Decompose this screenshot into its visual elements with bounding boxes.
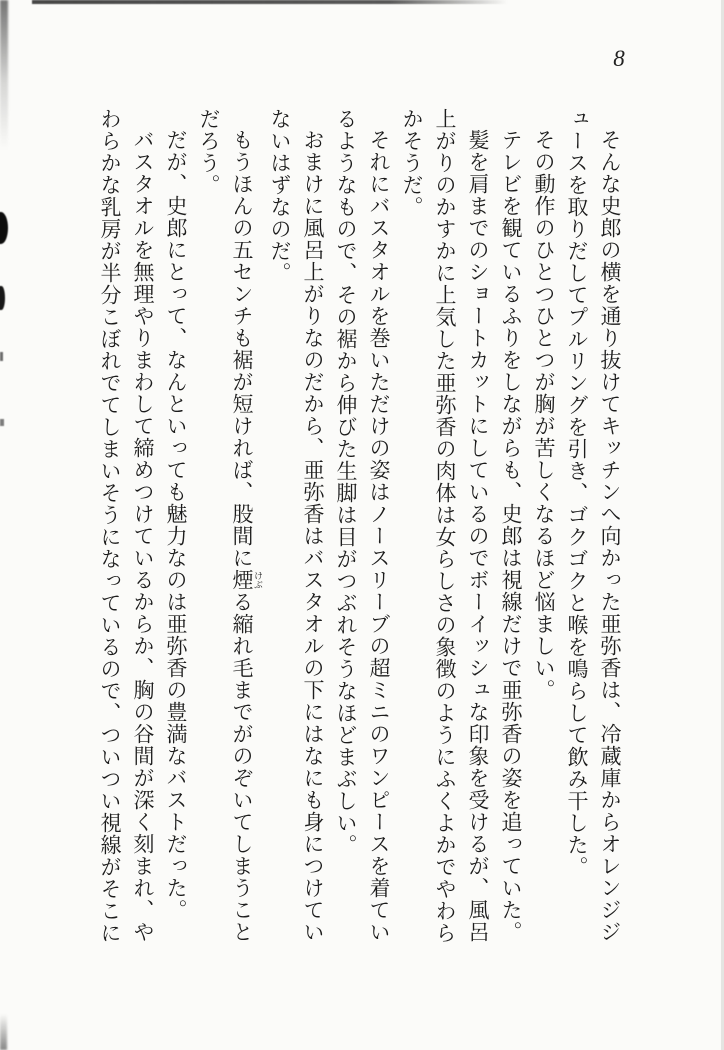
scan-artifact-ink-blob xyxy=(0,286,5,310)
paragraph: その動作のひとつひとつが胸が苦しくなるほど悩ましい。 xyxy=(532,129,556,701)
body-text xyxy=(94,108,626,950)
scan-artifact-ink-blob xyxy=(0,212,8,244)
furigana: けぶ xyxy=(253,569,263,591)
paragraph: だが、史郎にとって、なんといっても魅力なのは亜弥香の豊満なバストだった。 xyxy=(164,129,188,921)
paragraph: テレビを観ているふりをしながらも、史郎は視線だけで亜弥香の姿を追っていた。 xyxy=(499,129,523,943)
paragraph: バスタオルを無理やりまわして締めつけているからか、胸の谷間が深く刻まれ、やわらかな乳房が半分こぼれでてしまいそうになっているので、ついつい視線がそこに xyxy=(98,108,155,944)
scan-artifact-speck xyxy=(0,352,3,361)
scan-artifact-top-line xyxy=(32,0,508,4)
furigana-ruby xyxy=(230,569,263,591)
page-number: 8 xyxy=(613,46,625,71)
paragraph-text: る縮れ毛までがのぞいてしまうことだろう。 xyxy=(197,108,254,943)
scan-artifact-bottomleft-smudge xyxy=(0,1014,7,1050)
paragraph-text: もうほんの五センチも裾が短ければ、股間に xyxy=(230,129,254,569)
paragraph: おまけに風呂上がりなのだから、亜弥香はバスタオルの下にはなにも身につけていないはずなのだ。 xyxy=(268,108,325,943)
paragraph: そんな史郎の横を通り抜けてキッチンへ向かった亜弥香は、冷蔵庫からオレンジジュースを取りだしてプルリングを引き、ゴクゴクと喉を鳴らして飲み干した。 xyxy=(565,108,622,943)
paragraph xyxy=(192,108,263,950)
scan-artifact-topleft-smudge xyxy=(0,0,8,150)
scan-artifact-speck xyxy=(0,419,4,426)
ruby-base: 煙 xyxy=(230,569,254,591)
paragraph: それにバスタオルを巻いただけの姿はノースリーブの超ミニのワンピースを着ているようなもので、その裾から伸びた生脚は目がつぶれそうなほどまぶしい。 xyxy=(334,108,391,943)
paragraph: 髪を肩までのショートカットにしているのでボーイッシュな印象を受けるが、風呂上がりのかすかに上気した亜弥香の肉体は女らしさの象徴のようにふくよかでやわらかそうだ。 xyxy=(400,108,490,944)
